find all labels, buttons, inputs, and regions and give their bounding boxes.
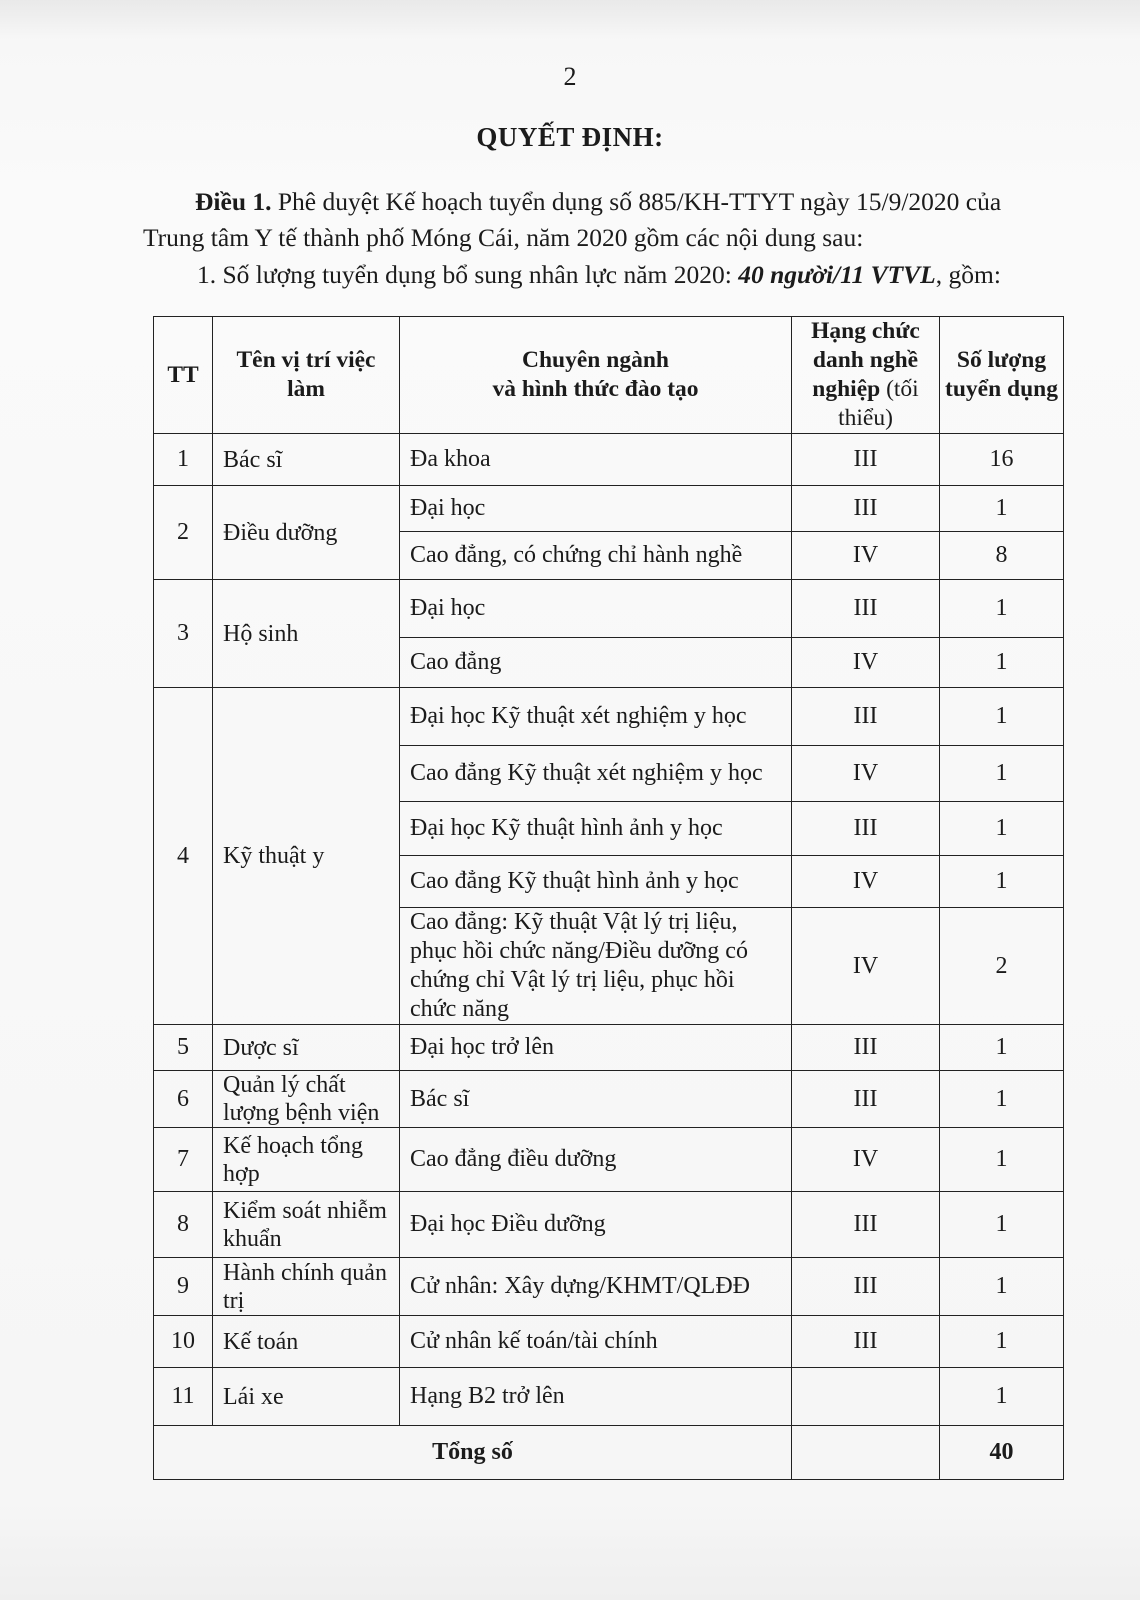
cell-rank: III (792, 434, 940, 486)
cell-quantity: 16 (940, 434, 1064, 486)
cell-quantity: 1 (940, 486, 1064, 532)
cell-tt: 8 (154, 1192, 213, 1258)
cell-position: Kỹ thuật y (213, 688, 400, 1025)
cell-rank: IV (792, 908, 940, 1025)
cell-major: Đại học (400, 486, 792, 532)
table-row (154, 486, 1064, 532)
cell-major: Cao đẳng Kỹ thuật xét nghiệm y học (400, 746, 792, 802)
cell-rank: IV (792, 532, 940, 580)
cell-position: Kế toán (213, 1316, 400, 1368)
cell-quantity: 8 (940, 532, 1064, 580)
cell-major: Đại học Kỹ thuật xét nghiệm y học (400, 688, 792, 746)
header-major (400, 317, 792, 434)
cell-quantity: 1 (940, 1025, 1064, 1071)
cell-position: Điều dưỡng (213, 486, 400, 580)
item-1-suffix: , gồm: (935, 260, 1001, 289)
cell-rank: III (792, 688, 940, 746)
item-1-paragraph (197, 257, 1077, 293)
cell-position: Quản lý chất lượng bệnh viện (213, 1071, 400, 1128)
cell-tt: 11 (154, 1368, 213, 1426)
cell-tt: 3 (154, 580, 213, 688)
cell-quantity: 1 (940, 1316, 1064, 1368)
cell-rank: III (792, 1258, 940, 1316)
cell-rank: IV (792, 746, 940, 802)
cell-quantity: 1 (940, 1368, 1064, 1426)
cell-major: Cao đẳng (400, 638, 792, 688)
cell-major: Cao đẳng Kỹ thuật hình ảnh y học (400, 856, 792, 908)
cell-tt: 10 (154, 1316, 213, 1368)
header-quantity: Số lượng tuyển dụng (940, 317, 1064, 434)
cell-quantity: 1 (940, 580, 1064, 638)
header-rank-note: (tối thiểu) (838, 376, 919, 431)
cell-rank: IV (792, 638, 940, 688)
cell-tt: 5 (154, 1025, 213, 1071)
cell-major: Đại học trở lên (400, 1025, 792, 1071)
table-row (154, 1316, 1064, 1368)
cell-quantity: 1 (940, 746, 1064, 802)
cell-position: Kế hoạch tổng hợp (213, 1128, 400, 1192)
header-major-line2: và hình thức đào tạo (492, 376, 699, 402)
header-rank-main: Hạng chức danh nghề nghiệp (811, 318, 920, 402)
cell-rank: III (792, 1025, 940, 1071)
cell-position: Dược sĩ (213, 1025, 400, 1071)
item-1-prefix: 1. Số lượng tuyển dụng bổ sung nhân lực năm 2020: (197, 260, 739, 289)
table-row (154, 1128, 1064, 1192)
cell-major: Bác sĩ (400, 1071, 792, 1128)
cell-rank: III (792, 1071, 940, 1128)
total-label: Tổng số (154, 1426, 792, 1480)
cell-quantity: 1 (940, 1258, 1064, 1316)
cell-rank: III (792, 580, 940, 638)
cell-rank: III (792, 1192, 940, 1258)
cell-major: Đại học Điều dưỡng (400, 1192, 792, 1258)
cell-position: Lái xe (213, 1368, 400, 1426)
cell-quantity: 1 (940, 1192, 1064, 1258)
cell-major: Hạng B2 trở lên (400, 1368, 792, 1426)
cell-quantity: 1 (940, 638, 1064, 688)
cell-rank: III (792, 1316, 940, 1368)
cell-tt: 1 (154, 434, 213, 486)
cell-quantity: 1 (940, 856, 1064, 908)
article-label: Điều 1. (195, 187, 272, 216)
decision-heading: QUYẾT ĐỊNH: (476, 122, 664, 152)
total-rank-cell (792, 1426, 940, 1480)
table-row (154, 1258, 1064, 1316)
header-major-line1: Chuyên ngành (522, 347, 669, 373)
page-number: 2 (563, 62, 577, 91)
cell-tt: 9 (154, 1258, 213, 1316)
cell-rank (792, 1368, 940, 1426)
article-1-paragraph (143, 184, 1023, 256)
cell-position: Hành chính quản trị (213, 1258, 400, 1316)
cell-major: Cử nhân kế toán/tài chính (400, 1316, 792, 1368)
recruitment-table (153, 316, 1064, 1480)
table-row (154, 434, 1064, 486)
cell-major: Cao đẳng, có chứng chỉ hành nghề (400, 532, 792, 580)
table-row (154, 1071, 1064, 1128)
table-row (154, 580, 1064, 638)
cell-major: Đại học Kỹ thuật hình ảnh y học (400, 802, 792, 856)
item-1-quantity: 40 người/11 VTVL (738, 260, 936, 289)
cell-quantity: 1 (940, 688, 1064, 746)
table-row (154, 1368, 1064, 1426)
cell-quantity: 1 (940, 1128, 1064, 1192)
cell-tt: 4 (154, 688, 213, 1025)
cell-rank: III (792, 802, 940, 856)
cell-quantity: 1 (940, 1071, 1064, 1128)
cell-position: Kiểm soát nhiễm khuẩn (213, 1192, 400, 1258)
cell-major: Cao đẳng điều dưỡng (400, 1128, 792, 1192)
cell-quantity: 1 (940, 802, 1064, 856)
table-row (154, 1192, 1064, 1258)
table-header-row (154, 317, 1064, 434)
cell-tt: 2 (154, 486, 213, 580)
cell-tt: 6 (154, 1071, 213, 1128)
header-tt: TT (154, 317, 213, 434)
header-position: Tên vị trí việc làm (213, 317, 400, 434)
table-row (154, 688, 1064, 746)
table-row (154, 1025, 1064, 1071)
total-value: 40 (940, 1426, 1064, 1480)
cell-quantity: 2 (940, 908, 1064, 1025)
cell-position: Bác sĩ (213, 434, 400, 486)
cell-major: Cử nhân: Xây dựng/KHMT/QLĐĐ (400, 1258, 792, 1316)
cell-major: Đa khoa (400, 434, 792, 486)
cell-rank: IV (792, 1128, 940, 1192)
cell-major: Đại học (400, 580, 792, 638)
cell-major: Cao đẳng: Kỹ thuật Vật lý trị liệu, phục hồi chức năng/Điều dưỡng có chứng chỉ Vật lý trị liệu, phục hồi chức năng (400, 908, 792, 1025)
article-text: Phê duyệt Kế hoạch tuyển dụng số 885/KH-TTYT ngày 15/9/2020 của Trung tâm Y tế thành phố Móng Cái, năm 2020 gồm các nội dung sau: (143, 187, 1002, 252)
cell-rank: IV (792, 856, 940, 908)
cell-tt: 7 (154, 1128, 213, 1192)
total-row (154, 1426, 1064, 1480)
cell-position: Hộ sinh (213, 580, 400, 688)
ghost-overlay-text (4, 726, 8, 744)
cell-rank: III (792, 486, 940, 532)
header-rank (792, 317, 940, 434)
